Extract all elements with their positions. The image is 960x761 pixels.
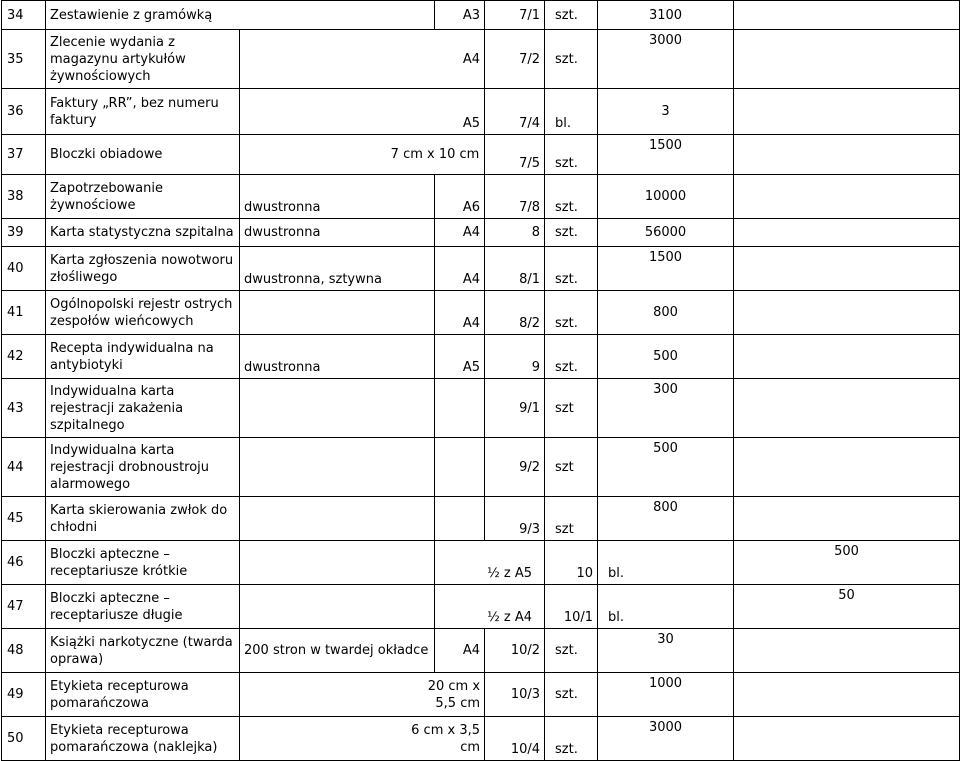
form-unit: bl. xyxy=(598,541,734,585)
form-name: Etykieta recepturowa pomarańczowa (naklejka) xyxy=(46,717,240,761)
row-number: 40 xyxy=(2,247,46,291)
table-row xyxy=(2,379,960,438)
form-name: Zestawienie z gramówką xyxy=(46,1,435,30)
form-extra xyxy=(240,291,435,335)
row-number: 45 xyxy=(2,497,46,541)
table-row xyxy=(2,291,960,335)
empty-cell xyxy=(734,379,960,438)
form-unit: szt. xyxy=(545,291,598,335)
table-row xyxy=(2,219,960,247)
form-extra xyxy=(240,541,435,585)
form-quantity: 500 xyxy=(598,335,734,379)
form-size: ½ z A5 xyxy=(435,541,545,585)
form-code: 8 xyxy=(485,219,545,247)
row-number: 36 xyxy=(2,89,46,135)
row-number: 41 xyxy=(2,291,46,335)
row-number: 46 xyxy=(2,541,46,585)
form-size xyxy=(435,497,485,541)
row-number: 44 xyxy=(2,438,46,497)
row-number: 50 xyxy=(2,717,46,761)
form-code: 10 xyxy=(545,541,598,585)
row-number: 49 xyxy=(2,673,46,717)
form-quantity: 1000 xyxy=(598,673,734,717)
form-name: Książki narkotyczne (twarda oprawa) xyxy=(46,629,240,673)
table-row xyxy=(2,1,960,30)
form-size: A3 xyxy=(435,1,485,30)
form-extra xyxy=(240,497,435,541)
form-name: Bloczki apteczne – receptariusze krótkie xyxy=(46,541,240,585)
form-extra: dwustronna, sztywna xyxy=(240,247,435,291)
form-unit: szt. xyxy=(545,175,598,219)
table-row xyxy=(2,717,960,761)
table-row xyxy=(2,135,960,175)
form-name: Ogólnopolski rejestr ostrych zespołów wieńcowych xyxy=(46,291,240,335)
form-code: 7/1 xyxy=(485,1,545,30)
form-size: A4 xyxy=(435,629,485,673)
form-size: A4 xyxy=(435,291,485,335)
form-size: A4 xyxy=(435,219,485,247)
form-unit: bl. xyxy=(598,585,734,629)
form-code: 8/2 xyxy=(485,291,545,335)
form-unit: szt. xyxy=(545,30,598,89)
form-extra xyxy=(240,585,435,629)
form-size xyxy=(435,379,485,438)
form-extra: dwustronna xyxy=(240,335,435,379)
table-row xyxy=(2,585,960,629)
form-size: 6 cm x 3,5 cm xyxy=(240,717,485,761)
form-extra: 200 stron w twardej okładce xyxy=(240,629,435,673)
form-size: A4 xyxy=(435,247,485,291)
empty-cell xyxy=(734,629,960,673)
empty-cell xyxy=(734,175,960,219)
form-name: Etykieta recepturowa pomarańczowa xyxy=(46,673,240,717)
form-code: 8/1 xyxy=(485,247,545,291)
empty-cell xyxy=(734,89,960,135)
empty-cell xyxy=(734,335,960,379)
form-code: 10/4 xyxy=(485,717,545,761)
table-row xyxy=(2,30,960,89)
form-name: Bloczki apteczne – receptariusze długie xyxy=(46,585,240,629)
form-quantity: 3 xyxy=(598,89,734,135)
form-unit: szt. xyxy=(545,673,598,717)
form-extra: dwustronna xyxy=(240,219,435,247)
empty-cell xyxy=(734,135,960,175)
form-quantity: 500 xyxy=(734,541,960,585)
form-quantity: 3100 xyxy=(598,1,734,30)
empty-cell xyxy=(734,717,960,761)
table-row xyxy=(2,541,960,585)
form-quantity: 800 xyxy=(598,497,734,541)
empty-cell xyxy=(734,497,960,541)
row-number: 42 xyxy=(2,335,46,379)
form-quantity: 1500 xyxy=(598,135,734,175)
form-quantity: 56000 xyxy=(598,219,734,247)
form-name: Zapotrzebowanie żywnościowe xyxy=(46,175,240,219)
form-name: Karta statystyczna szpitalna xyxy=(46,219,240,247)
form-quantity: 300 xyxy=(598,379,734,438)
form-code: 10/3 xyxy=(485,673,545,717)
form-unit: szt xyxy=(545,379,598,438)
form-size: A5 xyxy=(435,335,485,379)
form-quantity: 50 xyxy=(734,585,960,629)
table-row xyxy=(2,497,960,541)
table-row xyxy=(2,673,960,717)
row-number: 37 xyxy=(2,135,46,175)
form-code: 9 xyxy=(485,335,545,379)
form-unit: szt xyxy=(545,438,598,497)
form-unit: bl. xyxy=(545,89,598,135)
form-unit: szt. xyxy=(545,247,598,291)
form-name: Karta skierowania zwłok do chłodni xyxy=(46,497,240,541)
empty-cell xyxy=(734,247,960,291)
form-unit: szt xyxy=(545,497,598,541)
empty-cell xyxy=(734,30,960,89)
row-number: 43 xyxy=(2,379,46,438)
form-name: Recepta indywidualna na antybiotyki xyxy=(46,335,240,379)
form-quantity: 3000 xyxy=(598,717,734,761)
form-size: 20 cm x 5,5 cm xyxy=(240,673,485,717)
empty-cell xyxy=(734,1,960,30)
form-size: ½ z A4 xyxy=(435,585,545,629)
row-number: 48 xyxy=(2,629,46,673)
form-code: 9/2 xyxy=(485,438,545,497)
form-size xyxy=(435,438,485,497)
form-quantity: 30 xyxy=(598,629,734,673)
form-code: 10/1 xyxy=(545,585,598,629)
form-code: 7/4 xyxy=(485,89,545,135)
form-unit: szt. xyxy=(545,335,598,379)
form-name: Indywidualna karta rejestracji drobnoustroju alarmowego xyxy=(46,438,240,497)
table-row xyxy=(2,175,960,219)
table-row xyxy=(2,438,960,497)
form-unit: szt. xyxy=(545,219,598,247)
forms-table xyxy=(1,0,960,761)
row-number: 39 xyxy=(2,219,46,247)
table-row xyxy=(2,89,960,135)
form-name: Zlecenie wydania z magazynu artykułów żywnościowych xyxy=(46,30,240,89)
form-code: 7/2 xyxy=(485,30,545,89)
form-quantity: 800 xyxy=(598,291,734,335)
empty-cell xyxy=(734,291,960,335)
form-unit: szt. xyxy=(545,717,598,761)
form-size: A5 xyxy=(240,89,485,135)
row-number: 35 xyxy=(2,30,46,89)
form-quantity: 500 xyxy=(598,438,734,497)
form-quantity: 1500 xyxy=(598,247,734,291)
form-size: A6 xyxy=(435,175,485,219)
form-name: Faktury „RR”, bez numeru faktury xyxy=(46,89,240,135)
form-size: 7 cm x 10 cm xyxy=(240,135,485,175)
form-size: A4 xyxy=(240,30,485,89)
table-row xyxy=(2,629,960,673)
form-code: 7/5 xyxy=(485,135,545,175)
form-name: Karta zgłoszenia nowotworu złośliwego xyxy=(46,247,240,291)
form-code: 10/2 xyxy=(485,629,545,673)
form-extra xyxy=(240,379,435,438)
empty-cell xyxy=(734,673,960,717)
form-extra xyxy=(240,438,435,497)
form-name: Bloczki obiadowe xyxy=(46,135,240,175)
empty-cell xyxy=(734,219,960,247)
row-number: 47 xyxy=(2,585,46,629)
form-name: Indywidualna karta rejestracji zakażenia szpitalnego xyxy=(46,379,240,438)
row-number: 34 xyxy=(2,1,46,30)
form-code: 9/3 xyxy=(485,497,545,541)
form-unit: szt. xyxy=(545,1,598,30)
table-row xyxy=(2,335,960,379)
row-number: 38 xyxy=(2,175,46,219)
form-unit: szt. xyxy=(545,629,598,673)
form-extra: dwustronna xyxy=(240,175,435,219)
form-code: 7/8 xyxy=(485,175,545,219)
empty-cell xyxy=(734,438,960,497)
form-code: 9/1 xyxy=(485,379,545,438)
form-quantity: 10000 xyxy=(598,175,734,219)
form-unit: szt. xyxy=(545,135,598,175)
table-row xyxy=(2,247,960,291)
form-quantity: 3000 xyxy=(598,30,734,89)
